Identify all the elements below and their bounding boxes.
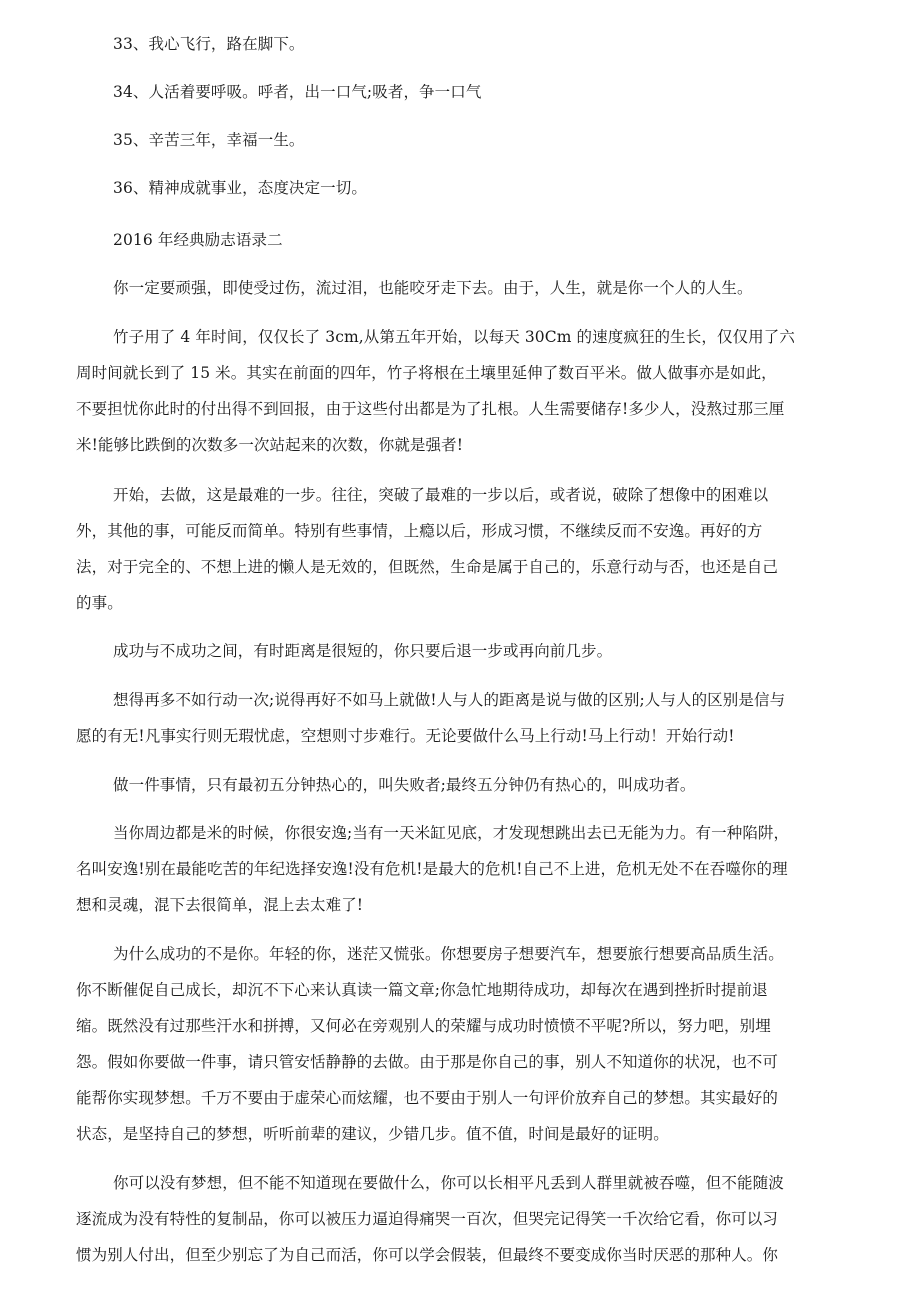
paragraph-line: 你一定要顽强，即使受过伤，流过泪，也能咬牙走下去。由于，人生，就是你一个人的人生。 [113,279,753,297]
list-item: 35、辛苦三年，幸福一生。 [113,131,305,149]
paragraph-line: 不要担忧你此时的付出得不到回报，由于这些付出都是为了扎根。人生需要储存!多少人，没熬过那三厘 [76,400,785,418]
paragraph-line: 竹子用了 4 年时间，仅仅长了 3cm,从第五年开始，以每天 30Cm 的速度疯狂的生长，仅仅用了六 [113,328,795,346]
paragraph-line: 为什么成功的不是你。年轻的你，迷茫又慌张。你想要房子想要汽车，想要旅行想要高品质生活。 [113,945,784,963]
paragraph-line: 做一件事情，只有最初五分钟热心的，叫失败者;最终五分钟仍有热心的，叫成功者。 [113,776,696,794]
list-item: 33、我心飞行，路在脚下。 [113,35,305,53]
paragraph-line: 周时间就长到了 15 米。其实在前面的四年，竹子将根在土壤里延伸了数百平米。做人做事亦是如此， [76,364,777,382]
section-heading: 2016 年经典励志语录二 [113,231,283,249]
paragraph-line: 能帮你实现梦想。千万不要由于虚荣心而炫耀，也不要由于别人一句评价放弃自己的梦想。其实最好的 [76,1089,779,1107]
paragraph-line: 你可以没有梦想，但不能不知道现在要做什么，你可以长相平凡丢到人群里就被吞噬，但不能随波 [113,1174,784,1192]
paragraph-line: 米!能够比跌倒的次数多一次站起来的次数，你就是强者! [76,436,464,454]
paragraph-line: 当你周边都是米的时候，你很安逸;当有一天米缸见底，才发现想跳出去已无能为力。有一种陷阱， [113,824,790,842]
paragraph-line: 想得再多不如行动一次;说得再好不如马上就做!人与人的距离是说与做的区别;人与人的区别是信与 [113,691,786,709]
paragraph-line: 想和灵魂，混下去很简单，混上去太难了! [76,896,364,914]
list-item: 36、精神成就事业，态度决定一切。 [113,179,367,197]
paragraph-line: 的事。 [76,594,123,612]
paragraph-line: 状态，是坚持自己的梦想，听听前辈的建议，少错几步。值不值，时间是最好的证明。 [76,1125,669,1143]
paragraph-line: 惯为别人付出，但至少别忘了为自己而活，你可以学会假装，但最终不要变成你当时厌恶的那种人。你 [76,1246,779,1264]
paragraph-line: 开始，去做，这是最难的一步。往往，突破了最难的一步以后，或者说，破除了想像中的困难以 [113,486,769,504]
paragraph-line: 成功与不成功之间，有时距离是很短的，你只要后退一步或再向前几步。 [113,642,613,660]
paragraph-line: 你不断催促自己成长，却沉不下心来认真读一篇文章;你急忙地期待成功，却每次在遇到挫折时提前退 [76,981,768,999]
paragraph-line: 怨。假如你要做一件事，请只管安恬静静的去做。由于那是你自己的事，别人不知道你的状况，也不可 [76,1053,779,1071]
paragraph-line: 外，其他的事，可能反而简单。特别有些事情，上瘾以后，形成习惯，不继续反而不安逸。再好的方 [76,522,763,540]
paragraph-line: 缩。既然没有过那些汗水和拼搏，又何必在旁观别人的荣耀与成功时愤愤不平呢?所以，努力吧，别埋 [76,1017,771,1035]
paragraph-line: 名叫安逸!别在最能吃苦的年纪选择安逸!没有危机!是最大的危机!自己不上进，危机无处不在吞噬你的理 [76,860,788,878]
paragraph-line: 逐流成为没有特性的复制品，你可以被压力逼迫得痛哭一百次，但哭完记得笑一千次给它看，你可以习 [76,1210,779,1228]
list-item: 34、人活着要呼吸。呼者，出一口气;吸者，争一口气 [113,83,482,101]
paragraph-line: 法，对于完全的、不想上进的懒人是无效的，但既然，生命是属于自己的，乐意行动与否，也还是自己 [76,558,779,576]
paragraph-line: 愿的有无!凡事实行则无瑕忧虑，空想则寸步难行。无论要做什么马上行动!马上行动！开始行动! [76,727,735,745]
